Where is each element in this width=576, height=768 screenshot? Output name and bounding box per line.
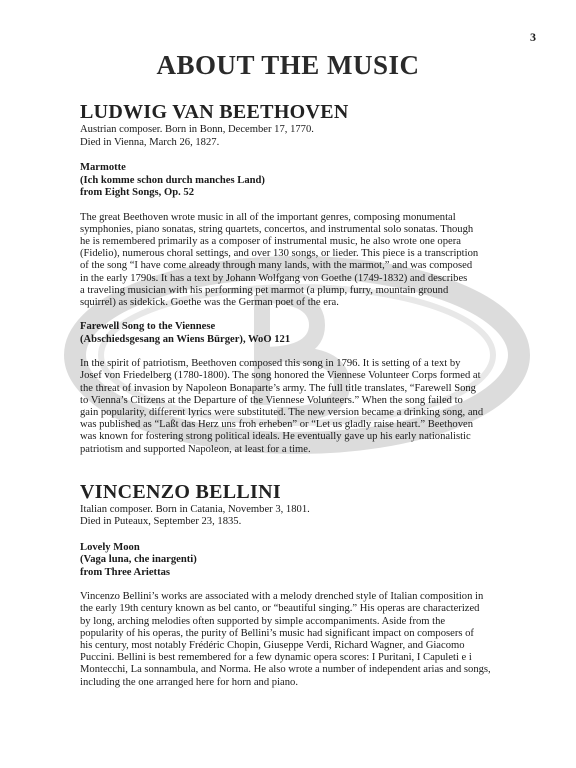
- composer-bio-line: Italian composer. Born in Catania, November 3, 1801.: [80, 503, 310, 515]
- paragraph-line: a traveling musician with his performing pet marmot (a plump, furry, mountain ground: [80, 284, 449, 296]
- work-title-line: from Eight Songs, Op. 52: [80, 187, 195, 198]
- page-number: 3: [530, 30, 536, 44]
- paragraph-line: he is remembered primarily as a composer of instrumental music, he also wrote one opera: [80, 235, 461, 247]
- work-description: [80, 591, 520, 689]
- paragraph-line: his century, most notably Frédéric Chopin, Giuseppe Verdi, Richard Wagner, and Giacomo: [80, 640, 465, 652]
- composer-section-bellini: [80, 480, 520, 689]
- paragraph-line: to Vienna’s Citizens at the Departure of the Viennese Volunteers.” When the song failed to: [80, 394, 463, 406]
- paragraph-line: Puccini. Bellini is best remembered for a few dynamic opera scores: I Puritani, I Capuleti e i: [80, 652, 472, 664]
- work-title-line: (Abschiedsgesang an Wiens Bürger), WoO 121: [80, 333, 291, 345]
- work-title-line: Lovely Moon: [80, 541, 140, 553]
- work-title-line: Farewell Song to the Viennese: [80, 321, 216, 333]
- paragraph-line: by long, arching melodies often supported by simple accompaniments. Aside from the: [80, 615, 446, 627]
- paragraph-line: popularity of his operas, the purity of Bellini’s music had significant impact on composers of: [80, 627, 474, 639]
- work-description: [80, 212, 520, 310]
- paragraph-line: gain popularity, different lyrics were substituted. The new version became a drinking song, and: [80, 406, 484, 418]
- paragraph-line: In the spirit of patriotism, Beethoven composed this song in 1796. It is setting of a text by: [80, 358, 461, 370]
- paragraph-line: The great Beethoven wrote music in all of the important genres, composing monumental: [80, 211, 456, 223]
- paragraph-line: including the one arranged here for horn and piano.: [80, 676, 298, 688]
- paragraph-line: squirrel) as sidekick. Goethe was the German poet of the era.: [80, 296, 339, 308]
- composer-bio-line: Died in Vienna, March 26, 1827.: [80, 136, 220, 148]
- work-title-line: Marmotte: [80, 162, 126, 173]
- paragraph-line: was published as “Laßt das Herz uns froh erheben” or “Let us gladly raise heart.” Beethoven: [80, 419, 473, 431]
- composer-section-beethoven: [80, 100, 520, 456]
- main-content: [80, 100, 520, 689]
- paragraph-line: Josef von Friedelberg (1780-1800). The song honored the Viennese Volunteer Corps formed at: [80, 370, 481, 382]
- paragraph-line: in the early 1790s. It has a text by Johann Wolfgang von Goethe (1749-1832) and describes: [80, 272, 468, 284]
- paragraph-line: the threat of invasion by Napoleon Bonaparte’s army. The full title translates, “Farewell Song: [80, 382, 476, 394]
- composer-name: LUDWIG VAN BEETHOVEN: [80, 101, 349, 123]
- paragraph-line: of the song “I have come already through many lands, with the marmot,” and was composed: [80, 260, 473, 272]
- composer-name: VINCENZO BELLINI: [80, 480, 281, 503]
- paragraph-line: patriotism and supported Napoleon, at least for a time.: [80, 443, 311, 455]
- work-title-line: (Ich komme schon durch manches Land): [80, 174, 265, 186]
- composer-bio-line: Austrian composer. Born in Bonn, December 17, 1770.: [80, 124, 314, 135]
- work-title-line: from Three Ariettas: [80, 566, 171, 578]
- work-title-line: (Vaga luna, che inargenti): [80, 554, 197, 566]
- composer-bio-line: Died in Puteaux, September 23, 1835.: [80, 516, 242, 528]
- page-title: ABOUT THE MUSIC: [156, 50, 420, 80]
- work-description: [80, 358, 520, 456]
- paragraph-line: Montecchi, La sonnambula, and Norma. He also wrote a number of independent arias and songs,: [80, 664, 491, 676]
- paragraph-line: the early 19th century known as bel canto, or “beautiful singing.” His operas are characterized: [80, 603, 480, 615]
- paragraph-line: (Fidelio), numerous choral settings, and over 130 songs, or lieder. This piece is a transcription: [80, 248, 479, 260]
- paragraph-line: was known for fostering strong political ideals. He eventually gave up his early nationalistic: [80, 431, 471, 443]
- paragraph-line: Vincenzo Bellini’s works are associated with a melody drenched style of Italian composition in: [80, 591, 484, 603]
- paragraph-line: symphonies, piano sonatas, string quartets, concertos, and instrumental solo sonatas. Though: [80, 223, 474, 235]
